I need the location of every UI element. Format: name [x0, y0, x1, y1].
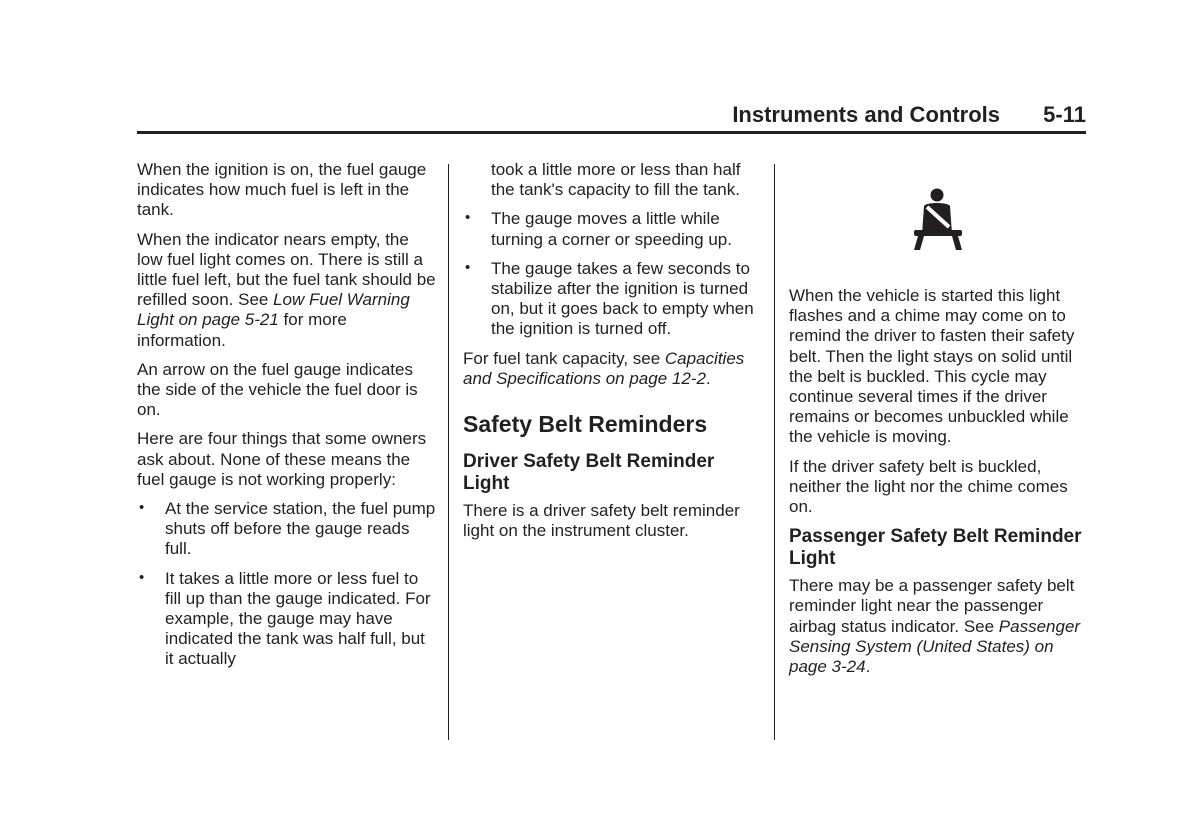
list-item	[463, 259, 763, 340]
paragraph-text: .	[865, 657, 871, 677]
list-item	[137, 569, 437, 670]
cross-reference-link[interactable]: Low Fuel Warning Light on page 5-21	[137, 290, 410, 330]
paragraph	[463, 349, 763, 389]
bullet-icon: •	[465, 258, 471, 276]
seatbelt-icon-container	[789, 160, 1089, 272]
seatbelt-reminder-icon	[908, 186, 968, 252]
paragraph	[137, 230, 437, 351]
column-middle	[463, 160, 763, 550]
bullet-icon: •	[139, 568, 145, 586]
paragraph: When the ignition is on, the fuel gauge indicates how much fuel is left in the tank.	[137, 160, 427, 220]
paragraph: Here are four things that some owners ask about. None of these means the fuel gauge is not working properly:	[137, 429, 427, 489]
paragraph	[789, 576, 1089, 677]
subsection-heading: Driver Safety Belt Reminder Light	[463, 451, 715, 495]
paragraph: When the vehicle is started this light flashes and a chime may come on to remind the driver to fasten their safety belt. Then the light stays on solid until the belt is buckled. This cycle may continue several times if the driver remains or becomes unbuckled while the vehicle is moving.	[789, 286, 1075, 447]
paragraph: If the driver safety belt is buckled, neither the light nor the chime comes on.	[789, 456, 1068, 517]
column-divider	[448, 164, 449, 740]
subsection-heading: Passenger Safety Belt Reminder Light	[789, 526, 1082, 570]
chapter-title: Instruments and Controls	[732, 102, 1000, 127]
cross-reference-link[interactable]: Passenger Sensing System (United States) on page 3-24	[789, 616, 1081, 677]
paragraph-text: For fuel tank capacity, see	[463, 348, 665, 368]
list-item-continuation: took a little more or less than half the tank's capacity to fill the tank.	[491, 160, 741, 200]
bullet-icon: •	[139, 499, 145, 517]
list-item-text: The gauge moves a little while turning a corner or speeding up.	[491, 209, 732, 249]
list-item-text: It takes a little more or less fuel to fill up than the gauge indicated. For example, the gauge may have indicated the tank was half full, but it actually	[165, 568, 431, 669]
column-right	[789, 160, 1089, 686]
list-item-text: At the service station, the fuel pump shuts off before the gauge reads full.	[165, 499, 436, 559]
list-item-text: The gauge takes a few seconds to stabilize after the ignition is turned on, but it goes back to empty when the ignition is turned off.	[491, 258, 754, 339]
list-item	[463, 209, 763, 249]
paragraph: An arrow on the fuel gauge indicates the side of the vehicle the fuel door is on.	[137, 359, 418, 420]
bullet-icon: •	[465, 209, 471, 227]
bullet-list	[463, 209, 763, 339]
page-header	[137, 99, 1086, 134]
paragraph-text: When the indicator nears empty, the low fuel light comes on. There is still a little fuel left, but the fuel tank should be refilled soon. See	[137, 229, 436, 310]
list-item	[137, 499, 437, 560]
column-divider	[774, 164, 775, 740]
section-heading: Safety Belt Reminders	[463, 411, 708, 438]
paragraph-text: There may be a passenger safety belt reminder light near the passenger airbag status indicator. See	[789, 576, 1075, 636]
paragraph-text: .	[705, 368, 711, 388]
column-left	[137, 160, 437, 679]
page-number: 5-11	[1043, 102, 1086, 127]
paragraph-text: for more information.	[137, 310, 347, 350]
cross-reference-link[interactable]: Capacities and Specifications on page 12-2	[463, 348, 745, 388]
bullet-list	[137, 499, 437, 670]
paragraph: There is a driver safety belt reminder light on the instrument cluster.	[463, 501, 740, 541]
